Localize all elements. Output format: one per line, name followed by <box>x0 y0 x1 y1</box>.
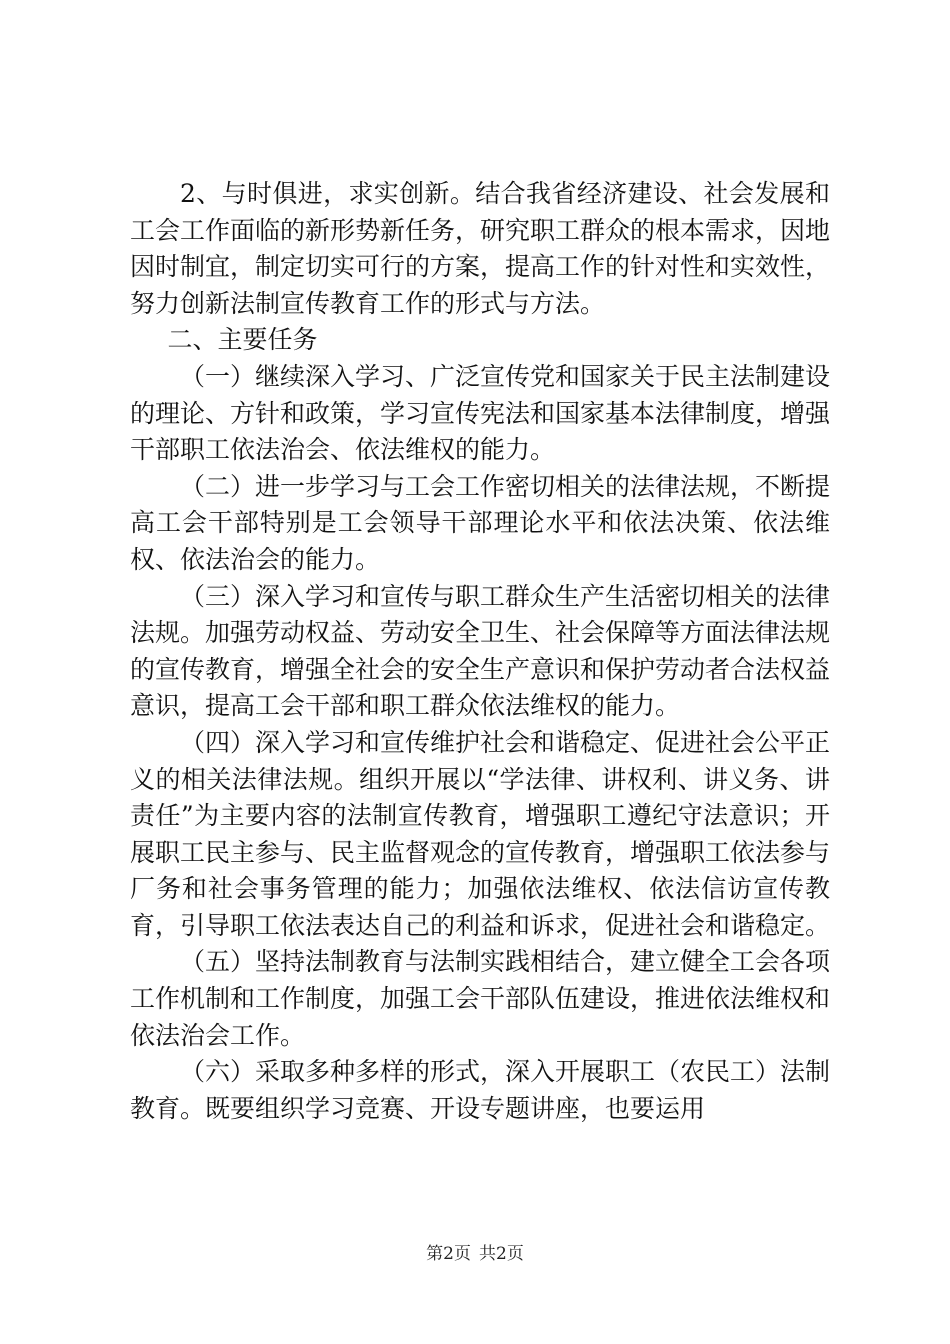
paragraph-task-4: （四）深入学习和宣传维护社会和谐稳定、促进社会公平正义的相关法律法规。组织开展以“学法律、讲权利、讲义务、讲责任”为主要内容的法制宣传教育，增强职工遵纪守法意识；开展职工民主参与、民主监督观念的宣传教育，增强职工依法参与厂务和社会事务管理的能力；加强依法维权、依法信访宣传教育，引导职工依法表达自己的利益和诉求，促进社会和谐稳定。 <box>130 727 831 940</box>
paragraph-principle-2: 2、与时俱进，求实创新。结合我省经济建设、社会发展和工会工作面临的新形势新任务，研究职工群众的根本需求，因地因时制宜，制定切实可行的方案，提高工作的针对性和实效性，努力创新法制宣传教育工作的形式与方法。 <box>130 179 831 318</box>
section-heading-main-tasks: 二、主要任务 <box>167 325 318 355</box>
document-body <box>130 176 830 1127</box>
paragraph-task-3: （三）深入学习和宣传与职工群众生产生活密切相关的法律法规。加强劳动权益、劳动安全卫生、社会保障等方面法律法规的宣传教育，增强全社会的安全生产意识和保护劳动者合法权益意识，提高工会干部和职工群众依法维权的能力。 <box>130 581 831 721</box>
paragraph-task-6: （六）采取多种多样的形式，深入开展职工（农民工）法制教育。既要组织学习竞赛、开设专题讲座，也要运用 <box>130 1057 831 1123</box>
paragraph-task-2: （二）进一步学习与工会工作密切相关的法律法规，不断提高工会干部特别是工会领导干部理论水平和依法决策、依法维权、依法治会的能力。 <box>130 471 831 574</box>
page-number-total: 共2页 <box>479 1244 524 1264</box>
paragraph-task-5: （五）坚持法制教育与法制实践相结合，建立健全工会各项工作机制和工作制度，加强工会干部队伍建设，推进依法维权和依法治会工作。 <box>130 947 831 1050</box>
paragraph-task-1: （一）继续深入学习、广泛宣传党和国家关于民主法制建设的理论、方针和政策，学习宣传宪法和国家基本法律制度，增强干部职工依法治会、依法维权的能力。 <box>130 361 831 465</box>
page-footer <box>0 1242 950 1266</box>
page-number-current: 第2页 <box>426 1244 471 1264</box>
